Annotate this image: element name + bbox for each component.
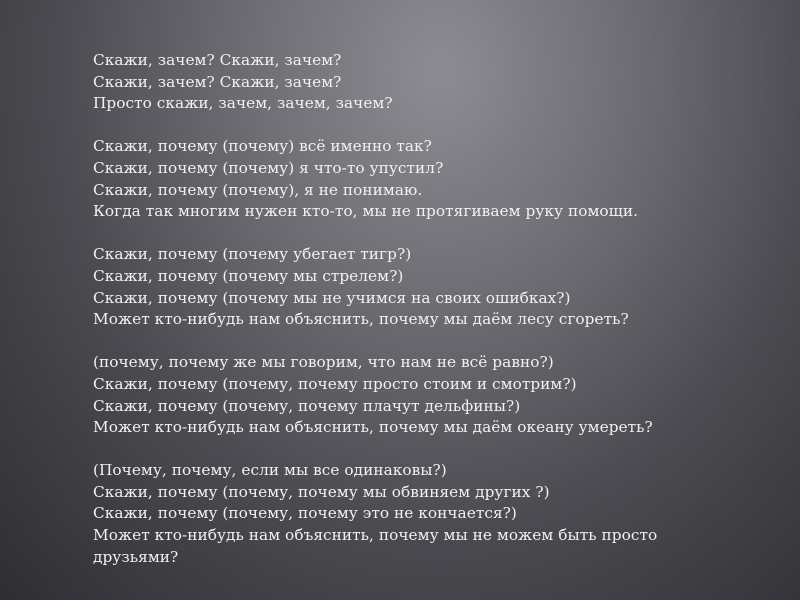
lyrics-line: Скажи, почему (почему мы не учимся на своих ошибках?) [93, 288, 571, 307]
lyrics-line: (почему, почему же мы говорим, что нам не всё равно?) [93, 353, 554, 372]
lyrics-line: Скажи, почему (почему убегает тигр?) [93, 245, 412, 264]
lyrics-line: Скажи, почему (почему, почему просто стоим и смотрим?) [93, 374, 577, 393]
lyrics-line: (Почему, почему, если мы все одинаковы?) [93, 461, 447, 480]
lyrics-line: Просто скажи, зачем, зачем, зачем? [93, 94, 393, 113]
lyrics-line: Может кто-нибудь нам объяснить, почему мы даём океану умереть? [93, 418, 653, 437]
stanza-4 [93, 352, 793, 438]
stanza-2 [93, 136, 793, 222]
lyrics-line: Скажи, почему (почему, почему плачут дельфины?) [93, 396, 521, 415]
stanza-5 [93, 460, 793, 568]
lyrics-line: Скажи, почему (почему, почему мы обвиняем других ?) [93, 482, 550, 501]
lyrics-line: Скажи, зачем? Скажи, зачем? [93, 51, 342, 69]
stanza-1 [93, 50, 793, 115]
lyrics-line: Может кто-нибудь нам объяснить, почему мы не можем быть просто [93, 526, 658, 545]
lyrics-line: Может кто-нибудь нам объяснить, почему мы даём лесу сгореть? [93, 310, 629, 329]
lyrics-line: Скажи, почему (почему) всё именно так? [93, 137, 432, 156]
lyrics-line: Скажи, зачем? Скажи, зачем? [93, 72, 342, 91]
lyrics-line: Скажи, почему (почему), я не понимаю. [93, 180, 423, 199]
lyrics-line: друзьями? [93, 547, 179, 566]
lyrics-text-block [93, 50, 793, 568]
lyrics-line: Скажи, почему (почему, почему это не кончается?) [93, 504, 517, 523]
lyrics-line: Скажи, почему (почему) я что-то упустил? [93, 158, 444, 177]
lyrics-line: Скажи, почему (почему мы стрелем?) [93, 266, 404, 285]
stanza-3 [93, 244, 793, 330]
lyrics-line: Когда так многим нужен кто-то, мы не протягиваем руку помощи. [93, 202, 639, 221]
